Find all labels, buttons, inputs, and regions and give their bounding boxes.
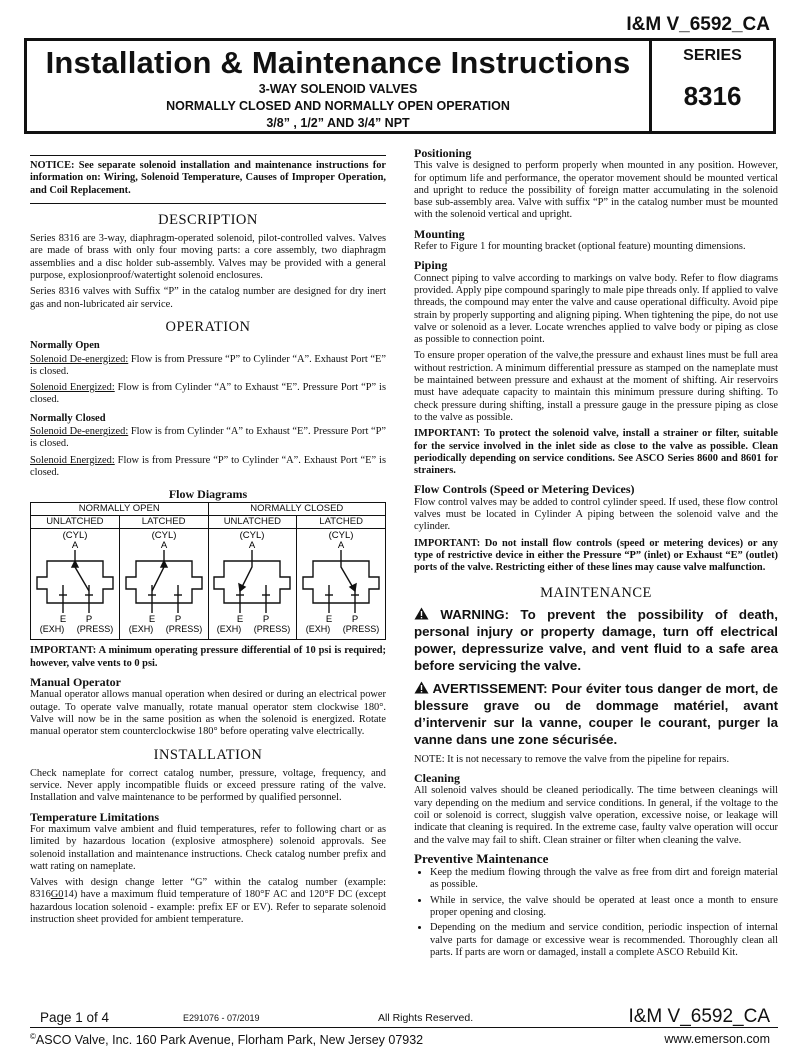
cleaning-text: All solenoid valves should be cleaned periodically. The time between cleanings will vary depending on the medium and service conditions. In general, if the voltage to the coil or solenoid is correct, sluggish valve operation, excessive noise, or leakage will indicate that cleaning is required. In the extreme case, faulty valve operation will occur and the valve may fail to shift. Clean strainer or filter when cleaning the valve.: [414, 785, 778, 846]
nc-energized-label: Solenoid Energized:: [30, 454, 115, 466]
flow-controls-important: IMPORTANT: Do not install flow controls (speed or metering devices) or any type of restrictive device in either the Pressure “P” (inlet) or Exhaust “E” (outlet) ports of the valve. Restricting either of these lines may cause valve malfunction.: [414, 537, 778, 574]
temperature-p2-underlined: G0: [50, 889, 64, 901]
valve-diagram-graphic: [299, 529, 383, 635]
company-address: ASCO Valve, Inc. 160 Park Avenue, Florham Park, New Jersey 07932: [35, 1033, 424, 1048]
warning-english: [414, 606, 778, 674]
list-item: • While in service, the valve should be operated at least once a month to ensure proper opening and closing.: [430, 895, 778, 920]
valve-diagram: [119, 529, 208, 640]
flow-diagrams-heading: Flow Diagrams: [168, 487, 248, 502]
no-deenergized: [30, 354, 386, 379]
positioning-heading: Positioning: [414, 146, 472, 160]
mounting-text: Refer to Figure 1 for mounting bracket (optional feature) mounting dimensions.: [414, 241, 746, 253]
mounting-heading: Mounting: [414, 226, 465, 241]
diagram-press-label: (PRESS): [165, 624, 202, 635]
temperature-paragraph-1: For maximum valve ambient and fluid temperatures, refer to following chart or as limited by hazardous location (explosive atmosphere) solenoid approvals. See solenoid installation and maintenance instructions. Check catalog number prefix and watt rating on nameplate.: [30, 823, 386, 872]
header-main: [27, 41, 649, 131]
footer-rule: [30, 1027, 778, 1028]
valve-diagram-graphic: [210, 529, 294, 635]
temperature-p2-part-b: 14) have a maximum fluid temperature of 180°F AC and 120°F DC (except hazardous location solenoid - example: prefix EF or EV). Refer to separate solenoid instruction sheet provided for ambient temperature.: [30, 889, 386, 926]
valve-diagram: [31, 529, 120, 640]
website-link[interactable]: www.emerson.com: [664, 1032, 770, 1046]
no-energized-text: Flow is from Cylinder “A” to Exhaust “E”. Pressure Port “P” is closed.: [30, 382, 386, 406]
diagram-cyl-label: (CYL): [328, 530, 354, 542]
warning-triangle-icon: [414, 607, 429, 620]
no-deenergized-text: Flow is from Pressure “P” to Cylinder “A”. Exhaust Port “E” is closed.: [30, 353, 386, 377]
header-box: [24, 38, 776, 134]
diagram-exh-label: (EXH): [305, 624, 331, 635]
diagram-e-label: E: [325, 614, 333, 626]
temperature-p2-part-a: Valves with design change letter “G” within the catalog number (example: 8316: [30, 877, 386, 901]
diagram-a-label: A: [337, 540, 345, 552]
piping-important: IMPORTANT: To protect the solenoid valve, install a strainer or filter, suitable for the service involved in the inlet side as close to the valve as possible. Clean periodically depending on service conditions. See ASCO Series 8600 and 8601 for strainers.: [414, 428, 778, 477]
piping-paragraph-1: Connect piping to valve according to markings on valve body. Refer to flow diagrams provided. Apply pipe compound sparingly to male pipe threads only. If applied to valve threads, the compound may enter the valve and cause operational difficulty. Avoid pipe strain by properly supporting and aligning piping. When tightening the pipe, do not use valve or solenoid as a lever. Locate wrenches applied to valve body or piping as close as possible to connection point.: [414, 272, 778, 346]
diagram-cyl-label: (CYL): [62, 530, 88, 542]
normally-open-heading: Normally Open: [30, 340, 100, 352]
cleaning-heading: Cleaning: [414, 771, 461, 786]
valve-symbol: [214, 550, 290, 613]
warning-english-text: WARNING: To prevent the possibility of death, personal injury or property damage, turn off electrical power, depressurize valve, and vent fluid to a safe area before servicing the valve.: [414, 606, 778, 673]
manual-operator-text: Manual operator allows manual operation when desired or during an electrical power outage. To operate valve manually, rotate manual operator stem clockwise 180°. Valve will now be in the same position as when the solenoid is energized. Rotate manual operator stem counterclockwise 180° before operating valve electrically.: [30, 689, 386, 738]
no-energized-label: Solenoid Energized:: [30, 382, 115, 394]
valve-symbol: [303, 550, 379, 613]
diagram-cyl-label: (CYL): [151, 530, 177, 542]
flow-state: UNLATCHED: [31, 515, 120, 528]
diagram-e-label: E: [237, 614, 244, 626]
doc-id-top: I&M V_6592_CA: [626, 14, 770, 35]
diagram-e-label: E: [148, 614, 155, 626]
temperature-paragraph-2: [30, 877, 386, 926]
document-code: E291076 - 07/2019: [183, 1013, 260, 1023]
notice-bottom-rule: [30, 203, 386, 204]
valve-symbol: [126, 550, 202, 613]
installation-text: Check nameplate for correct catalog number, pressure, voltage, frequency, and service. Never apply incompatible fluids or exceed pressure rating of the valve. Installation and valve maintenance to be performed by qualified personnel.: [30, 767, 386, 804]
nc-energized: [30, 455, 386, 480]
diagram-p-label: P: [174, 614, 181, 626]
valve-diagram: [297, 529, 386, 640]
description-heading: DESCRIPTION: [158, 211, 258, 228]
important-pressure: IMPORTANT: A minimum operating pressure differential of 10 psi is required; however, valve vents to 0 psi.: [30, 645, 386, 669]
nc-energized-text: Flow is from Pressure “P” to Cylinder “A”. Exhaust Port “E” is closed.: [30, 454, 386, 478]
diagram-p-label: P: [85, 614, 93, 626]
maintenance-heading: MAINTENANCE: [540, 584, 652, 601]
notice-top-rule: [30, 155, 386, 156]
preventive-list: [414, 867, 778, 959]
list-item: • Keep the medium flowing through the valve as free from dirt and foreign material as possible.: [430, 867, 778, 892]
no-deenergized-label: Solenoid De-energized:: [30, 353, 129, 365]
flow-state: LATCHED: [119, 515, 208, 528]
nc-deenergized-text: Flow is from Cylinder “A” to Exhaust “E”. Pressure Port “P” is closed.: [30, 426, 386, 450]
temperature-limitations-heading: Temperature Limitations: [30, 809, 159, 824]
header-subtitle-2: NORMALLY CLOSED AND NORMALLY OPEN OPERATION: [166, 99, 510, 113]
diagram-press-label: (PRESS): [76, 624, 114, 635]
nc-deenergized: [30, 426, 386, 451]
doc-id-bottom: I&M V_6592_CA: [628, 1006, 770, 1027]
diagram-a-label: A: [160, 540, 167, 552]
nc-deenergized-label: Solenoid De-energized:: [30, 426, 129, 438]
valve-symbol: [37, 550, 113, 613]
diagram-e-label: E: [59, 614, 67, 626]
copyright-symbol: ©: [30, 1032, 36, 1041]
diagram-exh-label: (EXH): [128, 624, 153, 635]
valve-diagram: [208, 529, 297, 640]
header-subtitle-1: 3-WAY SOLENOID VALVES: [258, 82, 418, 96]
page-number: Page 1 of 4: [40, 1010, 110, 1025]
piping-paragraph-2: To ensure proper operation of the valve,the pressure and exhaust lines must be full area without restriction. A minimum differential pressure as stamped on the nameplate must be maintained between pressure and exhaust at the moment of shifting. Air reservoirs must have adequate capacity to maintain this minimum pressure during shifting. To check pressure during shifting, install a pressure gauge in the pressure piping as close to the valve as possible.: [414, 350, 778, 423]
right-column: [414, 147, 778, 962]
diagram-exh-label: (EXH): [39, 624, 65, 635]
positioning-text: This valve is designed to perform properly when mounted in any position. However, for optimum life and performance, the operator movement should be mounted vertical and upright to reduce the possibility of foreign matter accumulating in the solenoid base sub-assembly area. Valve with suffix “P” in the catalog number must be mounted with the solenoid vertical and upright.: [414, 160, 778, 221]
rights-notice: All Rights Reserved.: [378, 1012, 474, 1024]
flow-state: LATCHED: [297, 515, 386, 528]
diagram-a-label: A: [71, 540, 79, 552]
flow-group-normally-open: NORMALLY OPEN: [31, 502, 209, 515]
list-item: • Depending on the medium and service condition, periodic inspection of internal valve parts for damage or excessive wear is recommended. Thoroughly clean all parts. If parts are worn or damaged, install a complete ASCO Rebuild Kit.: [430, 922, 778, 959]
diagram-p-label: P: [263, 614, 270, 626]
flow-controls-text: Flow control valves may be added to control cylinder speed. If used, these flow control valves must be located in Cylinder A piping between the solenoid valve and the cylinder.: [414, 496, 778, 533]
valve-diagram-graphic: [122, 529, 206, 635]
warning-french-text: AVERTISSEMENT: Pour éviter tous danger de mort, de blessure grave ou de dommage matériel, avant d’intervenir sur la vanne, couper le courant, purger la vanne dans une zone sécurisée.: [414, 680, 778, 747]
maintenance-note: NOTE: It is not necessary to remove the valve from the pipeline for repairs.: [414, 753, 730, 765]
series-label: SERIES: [683, 47, 742, 64]
operation-heading: OPERATION: [165, 318, 251, 335]
notice: NOTICE: See separate solenoid installation and maintenance instructions for information on: Wiring, Solenoid Temperature, Causes of Improper Operation, and Coil Replacement.: [30, 160, 386, 196]
address-line: [30, 1032, 423, 1047]
diagram-a-label: A: [249, 540, 256, 552]
diagram-press-label: (PRESS): [342, 624, 380, 635]
warning-french: [414, 680, 778, 748]
normally-closed-heading: Normally Closed: [30, 412, 106, 424]
description-paragraph-1: Series 8316 are 3-way, diaphragm-operated solenoid, pilot-controlled valves. Valves are made of brass with only four moving parts: a core assembly, two diaphragm assemblies and a disc holder sub-assembly. Valves may be provided with a general purpose, explosionproof/watertight solenoid enclosures.: [30, 233, 386, 282]
preventive-maintenance-heading: Preventive Maintenance: [414, 850, 549, 866]
valve-diagram-graphic: [33, 529, 117, 635]
diagram-press-label: (PRESS): [254, 624, 291, 635]
manual-operator-heading: Manual Operator: [30, 675, 121, 690]
main-title: Installation & Maintenance Instructions: [45, 45, 631, 80]
series-number: 8316: [683, 81, 742, 111]
flow-state: UNLATCHED: [208, 515, 297, 528]
series-box: [649, 41, 773, 131]
diagram-exh-label: (EXH): [217, 624, 242, 635]
diagram-p-label: P: [351, 614, 359, 626]
left-column: [30, 145, 386, 930]
warning-triangle-icon: [414, 681, 429, 694]
flow-controls-heading: Flow Controls (Speed or Metering Devices): [414, 482, 635, 497]
installation-heading: INSTALLATION: [153, 746, 263, 763]
header-subtitle-3: 3/8” , 1/2” AND 3/4” NPT: [266, 116, 410, 130]
description-paragraph-2: Series 8316 valves with Suffix “P” in the catalog number are designed for dry inert gas and non-lubricated air service.: [30, 286, 386, 310]
no-energized: [30, 382, 386, 407]
piping-heading: Piping: [414, 258, 448, 273]
flow-group-normally-closed: NORMALLY CLOSED: [208, 502, 386, 515]
flow-diagram-table: [30, 502, 386, 641]
diagram-cyl-label: (CYL): [239, 530, 265, 542]
